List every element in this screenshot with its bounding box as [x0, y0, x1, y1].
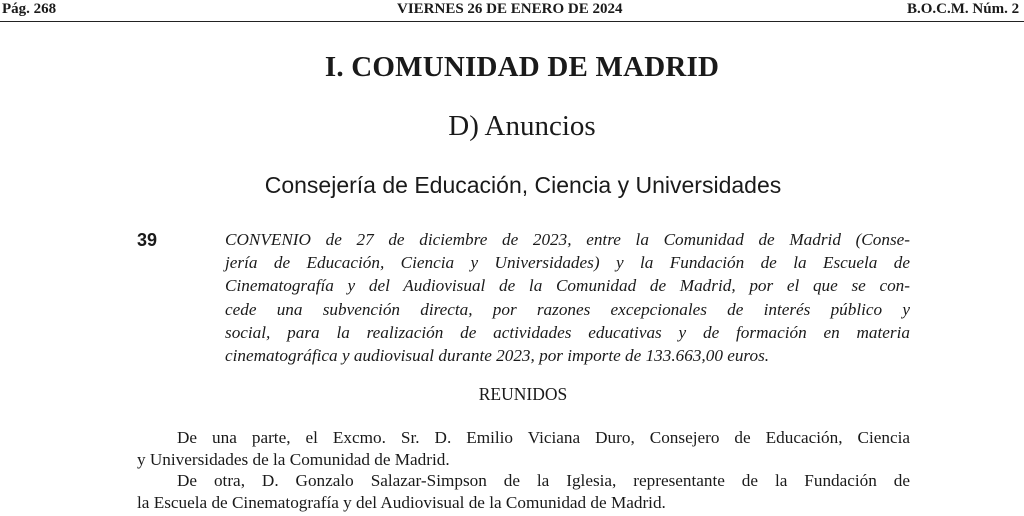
paragraph-line: De una parte, el Excmo. Sr. D. Emilio Viciana Duro, Consejero de Educación, Ciencia: [177, 428, 910, 447]
summary-line: CONVENIO de 27 de diciembre de 2023, entre la Comunidad de Madrid (Conse-: [225, 230, 910, 249]
body-text: [137, 427, 910, 513]
summary-line: jería de Educación, Ciencia y Universidades) y la Fundación de la Escuela de: [225, 253, 910, 273]
summary-line: social, para la realización de actividades educativas y de formación en materia: [225, 322, 910, 342]
header-divider: [0, 21, 1024, 22]
paragraph-line: y Universidades de la Comunidad de Madrid.: [137, 449, 450, 469]
summary-line: cinematográfica y audiovisual durante 2023, por importe de 133.663,00 euros.: [225, 346, 770, 366]
document-number: 39: [137, 230, 158, 250]
summary-line: Cinematografía y del Audiovisual de la Comunidad de Madrid, por el que se con-: [225, 276, 910, 296]
subsection-title: D) Anuncios: [448, 110, 596, 142]
document-summary: [225, 228, 910, 367]
publication-date: VIERNES 26 DE ENERO DE 2024: [397, 1, 623, 17]
reunidos-heading: REUNIDOS: [478, 384, 568, 404]
paragraph-line: De otra, D. Gonzalo Salazar-Simpson de la Iglesia, representante de la Fundación de: [177, 471, 910, 490]
summary-line: cede una subvención directa, por razones excepcionales de interés público y: [225, 299, 910, 319]
department-title: Consejería de Educación, Ciencia y Universidades: [264, 172, 782, 198]
bulletin-number: B.O.C.M. Núm. 2: [907, 1, 1020, 17]
page-header: [0, 0, 1024, 22]
paragraph-line: la Escuela de Cinematografía y del Audiovisual de la Comunidad de Madrid.: [137, 492, 666, 512]
section-title: I. COMUNIDAD DE MADRID: [324, 51, 720, 83]
page-number: Pág. 268: [2, 1, 57, 17]
